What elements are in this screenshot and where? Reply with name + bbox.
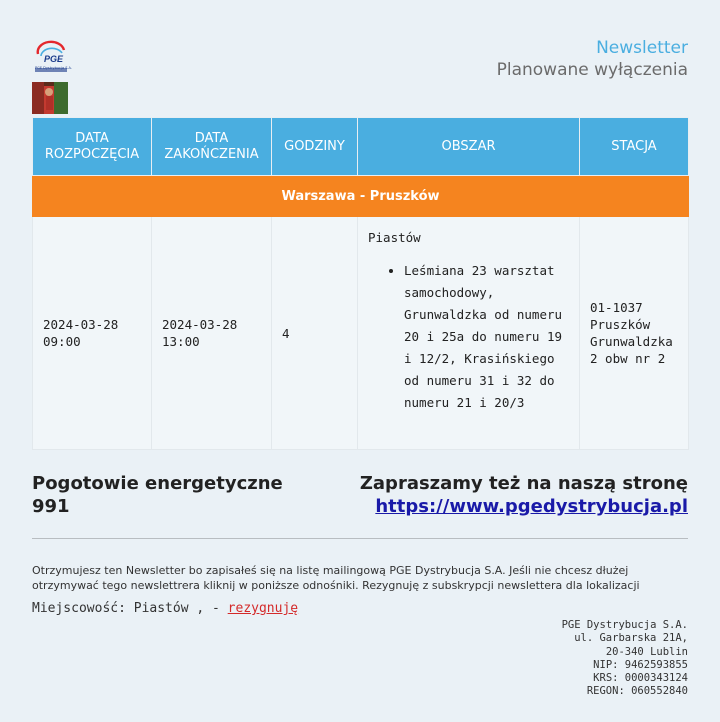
cell-area bbox=[358, 217, 580, 450]
emergency-label: Pogotowie energetyczne bbox=[32, 473, 283, 494]
cell-end bbox=[152, 217, 272, 450]
table-row bbox=[33, 217, 689, 450]
outages-table bbox=[32, 117, 689, 450]
column-header-hours: GODZINY bbox=[272, 118, 358, 176]
pge-logo bbox=[32, 40, 70, 76]
unsubscribe-link[interactable]: rezygnuję bbox=[227, 601, 299, 616]
company-name: PGE Dystrybucja S.A. bbox=[561, 619, 688, 631]
end-date: 2024-03-28 bbox=[162, 317, 238, 332]
end-time: 13:00 bbox=[162, 334, 200, 349]
column-header-start-date: DATA ROZPOCZĘCIA bbox=[33, 118, 152, 176]
emergency-number: 991 bbox=[32, 496, 70, 517]
company-address bbox=[562, 619, 688, 699]
column-header-area: OBSZAR bbox=[358, 118, 580, 176]
company-nip: NIP: 9462593855 bbox=[593, 658, 688, 671]
subscription-notice: Otrzymujesz ten Newsletter bo zapisałeś się na listę mailingową PGE Dystrybucja S.A. Jeśli nie chcesz dłużej otrzymywać tego newslettrera kliknij w poniższe odnośniki. Rezygnuję z subskrypcji newslettera dla lokalizacji bbox=[32, 564, 640, 592]
column-header-end-date: DATA ZAKOŃCZENIA bbox=[152, 118, 272, 176]
locality-text: Miejscowość: Piastów , - bbox=[32, 601, 228, 616]
cell-start bbox=[33, 217, 152, 450]
cell-station: 01-1037 Pruszków Grunwaldzka 2 obw nr 2 bbox=[580, 217, 689, 450]
start-date: 2024-03-28 bbox=[43, 317, 119, 332]
company-city: 20-340 Lublin bbox=[605, 645, 688, 658]
banner-photo bbox=[32, 82, 68, 114]
start-time: 09:00 bbox=[43, 334, 81, 349]
emergency-info bbox=[32, 472, 283, 518]
region-label: Warszawa - Pruszków bbox=[33, 176, 689, 217]
region-row bbox=[33, 176, 689, 217]
area-street-list bbox=[368, 260, 569, 414]
company-regon: REGON: 060552840 bbox=[586, 685, 688, 698]
area-streets: • Leśmiana 23 warsztat samochodowy, Grunwaldzka od numeru 20 i 25a do numeru 19 i 12/2, Krasińskiego od numeru 31 i 32 do numeru 21 i 20/3 bbox=[404, 260, 569, 414]
newsletter-subtitle: Planowane wyłączenia bbox=[496, 60, 688, 80]
svg-text:PGE: PGE bbox=[44, 54, 64, 64]
locality-unsubscribe bbox=[32, 601, 298, 616]
divider bbox=[32, 538, 688, 539]
column-header-station: STACJA bbox=[580, 118, 689, 176]
website-invite bbox=[360, 472, 688, 518]
company-krs: KRS: 0000343124 bbox=[593, 672, 688, 685]
website-link[interactable]: https://www.pgedystrybucja.pl bbox=[375, 496, 688, 517]
logo-subtext: PGE Dystrybucja S.A. bbox=[35, 66, 72, 70]
table-header-row bbox=[33, 118, 689, 176]
invite-text: Zapraszamy też na naszą stronę bbox=[359, 473, 688, 494]
area-locality: Piastów bbox=[368, 230, 421, 245]
newsletter-title: Newsletter bbox=[596, 38, 688, 58]
cell-hours: 4 bbox=[272, 217, 358, 450]
company-street: ul. Garbarska 21A, bbox=[574, 632, 688, 645]
newsletter-header bbox=[497, 38, 688, 82]
